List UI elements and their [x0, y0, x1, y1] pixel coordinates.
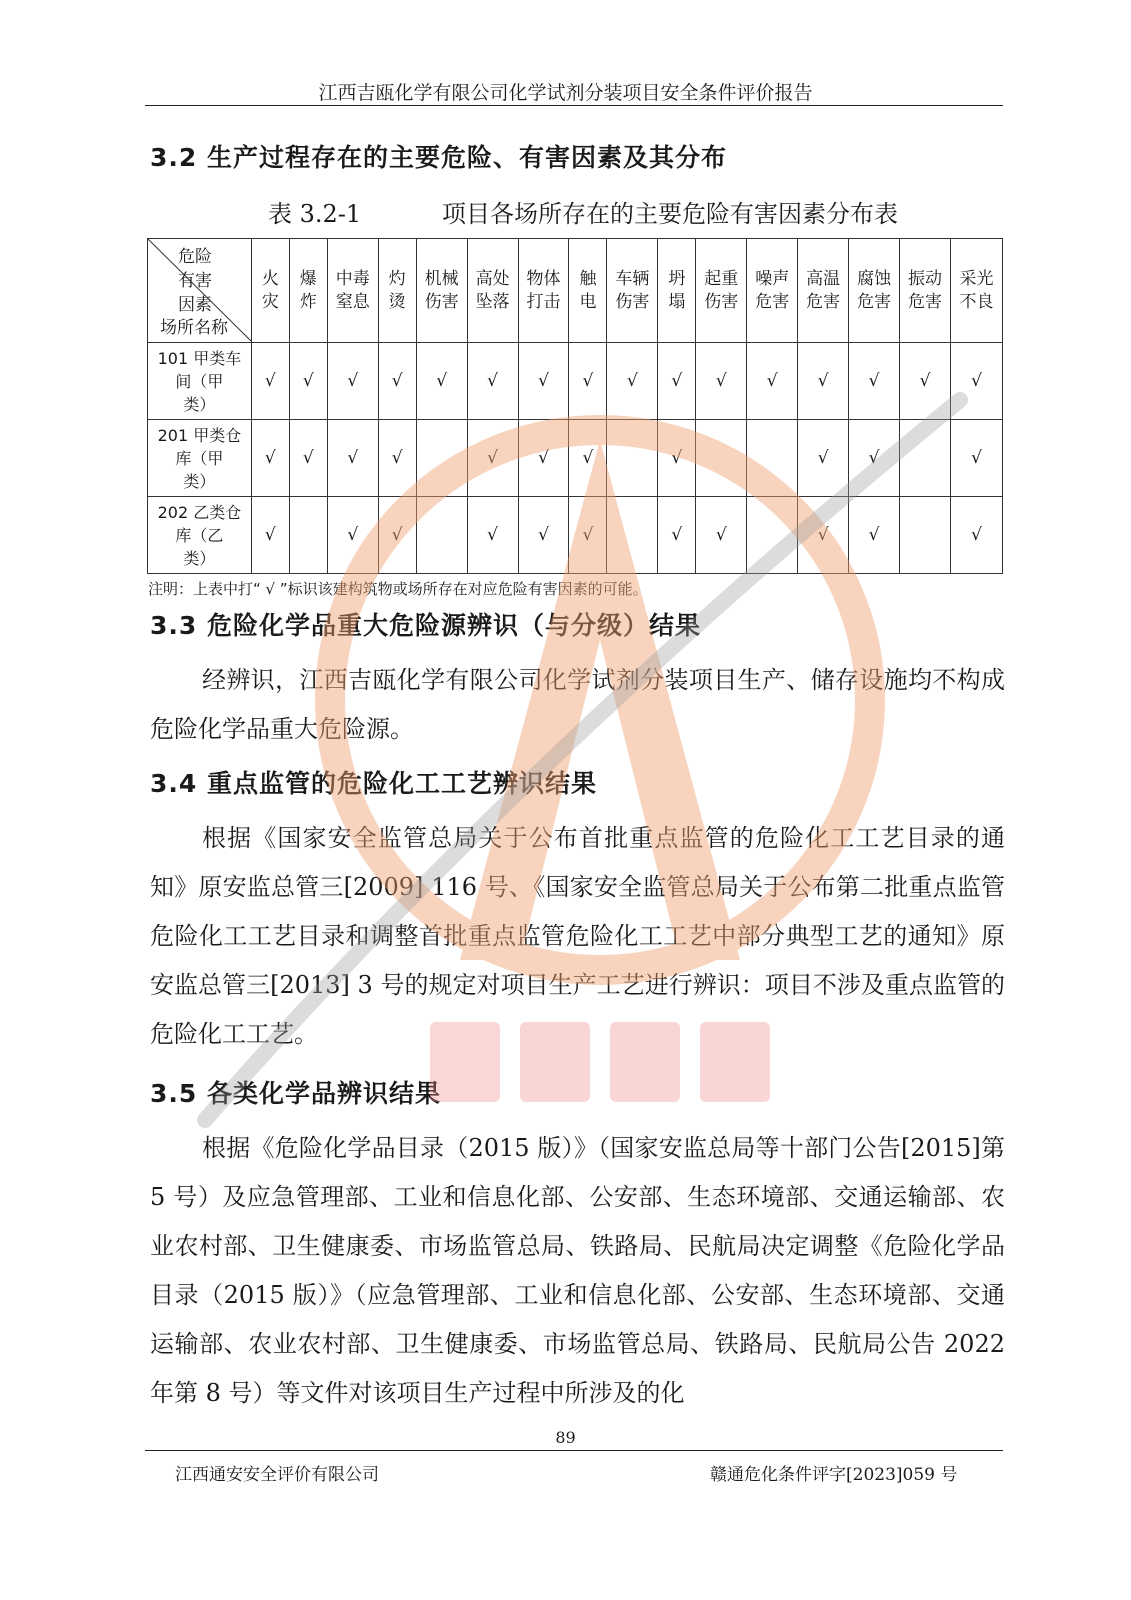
mark-cell	[747, 420, 798, 497]
section-3-4-heading: 3.4 重点监管的危险化工工艺辨识结果	[150, 769, 597, 798]
mark-cell: √	[849, 497, 900, 574]
col-header: 起重 伤害	[696, 239, 747, 343]
col-header: 爆 炸	[289, 239, 327, 343]
mark-cell: √	[658, 343, 696, 420]
mark-cell: √	[378, 497, 416, 574]
mark-cell: √	[658, 420, 696, 497]
paragraph-text: 经辨识，江西吉瓯化学有限公司化学试剂分装项目生产、储存设施均不构成危险化学品重大危险源。	[150, 666, 1005, 743]
mark-cell: √	[289, 420, 327, 497]
mark-cell: √	[951, 497, 1003, 574]
mark-cell: √	[658, 497, 696, 574]
report-header-title: 江西吉瓯化学有限公司化学试剂分装项目安全条件评价报告	[318, 82, 813, 104]
col-header: 车辆 伤害	[607, 239, 658, 343]
mark-cell	[607, 420, 658, 497]
mark-cell	[416, 497, 467, 574]
section-3-3-paragraph	[150, 656, 1005, 754]
section-3-2-heading: 3.2 生产过程存在的主要危险、有害因素及其分布	[150, 143, 727, 172]
mark-cell: √	[747, 343, 798, 420]
mark-cell: √	[327, 343, 378, 420]
footer-rule	[145, 1450, 1003, 1451]
col-header: 触 电	[569, 239, 607, 343]
mark-cell	[747, 497, 798, 574]
footer-company: 江西通安安全评价有限公司	[175, 1465, 379, 1485]
mark-cell	[900, 497, 951, 574]
col-header: 机械 伤害	[416, 239, 467, 343]
mark-cell: √	[327, 497, 378, 574]
footer-doc-number: 赣通危化条件评字[2023]059 号	[710, 1465, 958, 1485]
table-row	[148, 497, 1003, 574]
mark-cell: √	[251, 420, 289, 497]
col-header: 采光 不良	[951, 239, 1003, 343]
corner-label: 危险	[178, 247, 212, 267]
mark-cell: √	[951, 343, 1003, 420]
place-cell: 201 甲类仓 库（甲 类）	[148, 420, 252, 497]
mark-cell: √	[378, 343, 416, 420]
mark-cell: √	[569, 497, 607, 574]
mark-cell: √	[696, 497, 747, 574]
place-cell: 101 甲类车 间（甲 类）	[148, 343, 252, 420]
table-note: 注明：上表中打“ √ ”标识该建构筑物或场所存在对应危险有害因素的可能。	[148, 580, 648, 598]
section-3-4-paragraph	[150, 814, 1005, 1059]
mark-cell: √	[951, 420, 1003, 497]
col-header: 高温 危害	[798, 239, 849, 343]
mark-cell: √	[569, 343, 607, 420]
mark-cell	[607, 497, 658, 574]
table-row	[148, 420, 1003, 497]
table-caption-title: 项目各场所存在的主要危险有害因素分布表	[442, 200, 898, 228]
mark-cell	[900, 420, 951, 497]
corner-label: 场所名称	[160, 318, 228, 338]
col-header: 腐蚀 危害	[849, 239, 900, 343]
corner-label: 有害	[178, 271, 212, 291]
table-header-row	[148, 239, 1003, 343]
mark-cell	[289, 497, 327, 574]
hazard-distribution-table	[147, 238, 1003, 574]
paragraph-text: 根据《危险化学品目录（2015 版）》（国家安监总局等十部门公告[2015]第 5 号）及应急管理部、工业和信息化部、公安部、生态环境部、交通运输部、农业农村部、卫生健康委、市场监管总局、铁路局、民航局决定调整《危险化学品目录（2015 版）》（应急管理部、工业和信息化部、公安部、生态环境部、交通运输部、农业农村部、卫生健康委、市场监管总局、铁路局、民航局公告 2022 年第 8 号）等文件对该项目生产过程中所涉及的化	[150, 1134, 1005, 1407]
mark-cell: √	[416, 343, 467, 420]
col-header: 灼 烫	[378, 239, 416, 343]
section-3-3-heading: 3.3 危险化学品重大危险源辨识（与分级）结果	[150, 611, 701, 640]
mark-cell: √	[251, 343, 289, 420]
mark-cell: √	[467, 343, 518, 420]
col-header: 噪声 危害	[747, 239, 798, 343]
mark-cell: √	[467, 497, 518, 574]
header-rule	[145, 105, 1003, 106]
mark-cell: √	[798, 497, 849, 574]
mark-cell: √	[518, 497, 569, 574]
table-row	[148, 343, 1003, 420]
mark-cell: √	[327, 420, 378, 497]
corner-labels	[178, 245, 212, 317]
col-header: 振动 危害	[900, 239, 951, 343]
mark-cell	[696, 420, 747, 497]
paragraph-text: 根据《国家安全监管总局关于公布首批重点监管的危险化工工艺目录的通知》原安监总管三[2009] 116 号、《国家安全监管总局关于公布第二批重点监管危险化工工艺目录和调整首批重点监管危险化工工艺中部分典型工艺的通知》原安监总管三[2013] 3 号的规定对项目生产工艺进行辨识：项目不涉及重点监管的危险化工工艺。	[150, 824, 1005, 1048]
mark-cell: √	[798, 343, 849, 420]
mark-cell: √	[607, 343, 658, 420]
section-3-5-paragraph	[150, 1124, 1005, 1418]
place-cell: 202 乙类仓 库（乙 类）	[148, 497, 252, 574]
mark-cell: √	[378, 420, 416, 497]
mark-cell: √	[518, 420, 569, 497]
mark-cell: √	[251, 497, 289, 574]
col-header: 中毒 窒息	[327, 239, 378, 343]
mark-cell: √	[849, 420, 900, 497]
diagonal-corner-cell	[148, 239, 252, 343]
mark-cell: √	[467, 420, 518, 497]
col-header: 物体 打击	[518, 239, 569, 343]
mark-cell: √	[798, 420, 849, 497]
mark-cell: √	[289, 343, 327, 420]
mark-cell: √	[696, 343, 747, 420]
mark-cell: √	[849, 343, 900, 420]
mark-cell: √	[518, 343, 569, 420]
col-header: 高处 坠落	[467, 239, 518, 343]
section-3-5-heading: 3.5 各类化学品辨识结果	[150, 1079, 441, 1108]
page-number: 89	[555, 1428, 576, 1447]
mark-cell: √	[569, 420, 607, 497]
mark-cell: √	[900, 343, 951, 420]
col-header: 火 灾	[251, 239, 289, 343]
col-header: 坍 塌	[658, 239, 696, 343]
table-caption-number: 表 3.2-1	[268, 200, 362, 228]
corner-label: 因素	[178, 295, 212, 315]
mark-cell	[416, 420, 467, 497]
